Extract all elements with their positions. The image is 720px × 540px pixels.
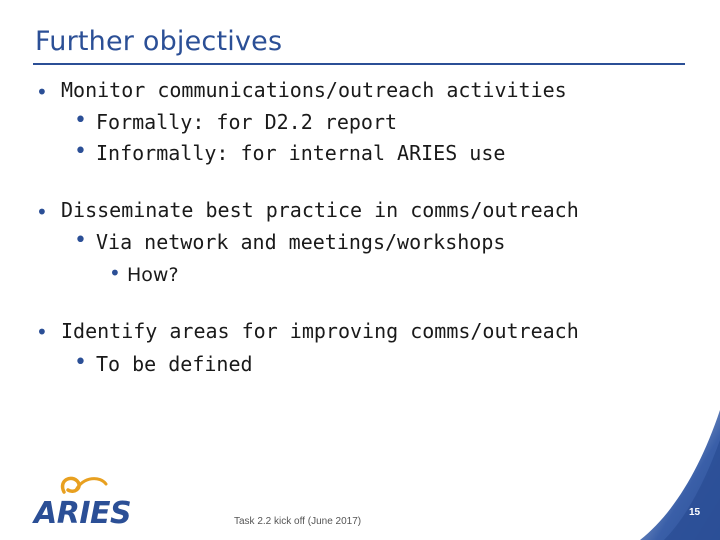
aries-logo-wordmark: ARIES	[34, 496, 132, 531]
bullet-1: •	[36, 80, 48, 104]
bullet-item-monitor: Monitor communications/outreach activities	[61, 78, 567, 102]
sub-item-informally: Informally: for internal ARIES use	[96, 141, 506, 165]
bullet-3: •	[36, 320, 48, 344]
sub-item-tbd: To be defined	[96, 352, 253, 376]
sub-bullet-3-1: •	[74, 350, 87, 375]
sub-sub-item-how: How?	[127, 264, 179, 286]
bullet-item-disseminate: Disseminate best practice in comms/outreach	[61, 198, 579, 222]
page-number: 15	[689, 507, 701, 518]
sub-item-network: Via network and meetings/workshops	[96, 230, 506, 254]
sub-item-formally: Formally: for D2.2 report	[96, 110, 398, 134]
sub-bullet-1-2: •	[74, 139, 87, 164]
sub-bullet-2-1: •	[74, 228, 87, 253]
sub-sub-bullet-2-1-1: •	[109, 261, 121, 285]
slide-title: Further objectives	[35, 26, 283, 57]
bullet-item-identify: Identify areas for improving comms/outreach	[61, 319, 579, 343]
footer-text: Task 2.2 kick off (June 2017)	[234, 516, 362, 527]
bullet-2: •	[36, 200, 48, 224]
sub-bullet-1-1: •	[74, 108, 87, 133]
